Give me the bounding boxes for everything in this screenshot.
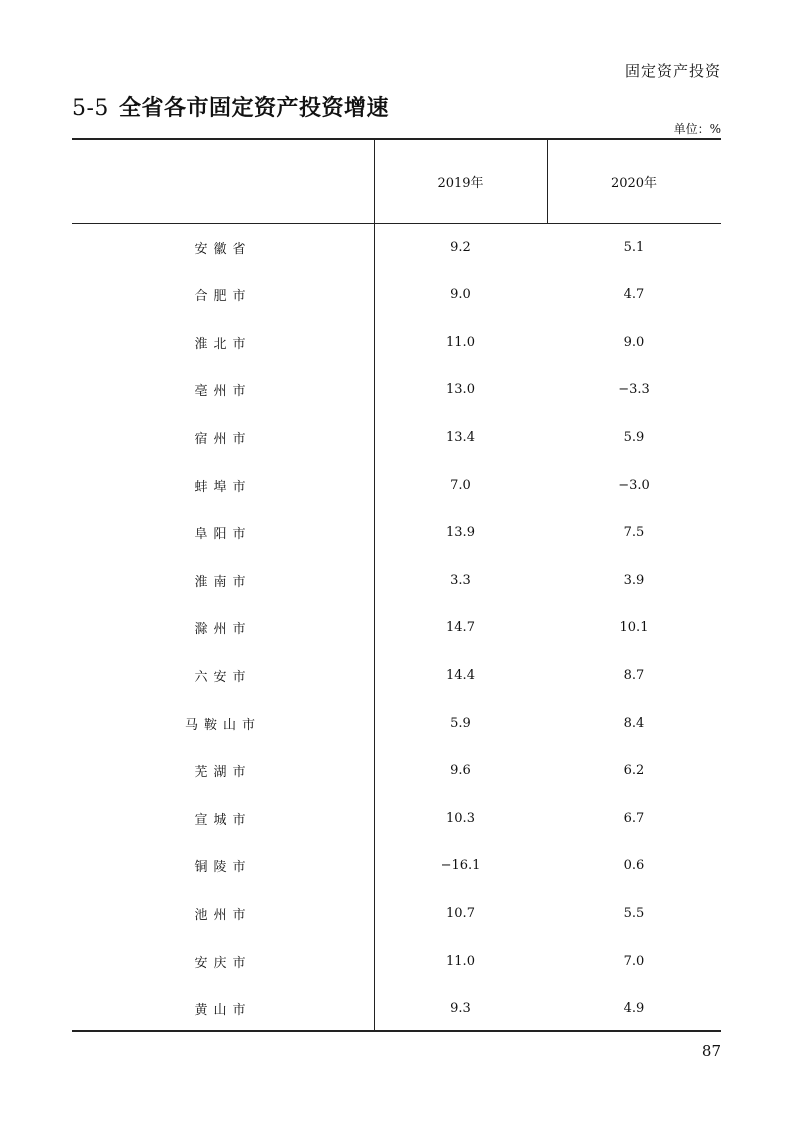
- table-row: [72, 994, 721, 1024]
- region-name: 安庆市: [194, 955, 252, 971]
- value-2020: 5.5: [623, 905, 645, 921]
- running-head: 固定资产投资: [624, 62, 721, 80]
- table-row: [72, 898, 721, 928]
- value-2020: 3.9: [623, 572, 645, 588]
- value-2019: 11.0: [446, 334, 475, 350]
- table-row: [72, 613, 721, 643]
- value-2019: 14.4: [446, 667, 475, 683]
- region-name: 滁州市: [194, 622, 252, 638]
- region-name: 六安市: [194, 669, 252, 685]
- value-2019: 9.3: [450, 1001, 471, 1017]
- region-name: 马鞍山市: [184, 717, 261, 733]
- table-row: [72, 851, 721, 881]
- value-2019: 13.9: [446, 525, 475, 541]
- value-2019: 9.2: [450, 239, 471, 255]
- value-2019: 13.4: [446, 429, 475, 445]
- table-row: [72, 708, 721, 738]
- value-2020: 8.4: [623, 715, 645, 731]
- region-name: 宿州市: [194, 431, 252, 447]
- table-row: [72, 756, 721, 786]
- value-2020: 5.9: [623, 429, 645, 445]
- region-name: 淮南市: [194, 574, 252, 590]
- table-row: [72, 232, 721, 262]
- value-2019: 3.3: [450, 572, 471, 588]
- value-2020: 6.2: [623, 763, 645, 779]
- value-2020: 8.7: [623, 667, 645, 683]
- value-2020: 7.5: [623, 525, 645, 541]
- value-2019: 14.7: [446, 620, 475, 636]
- region-name: 蚌埠市: [194, 479, 252, 495]
- column-header-2019: 2019年: [437, 176, 484, 191]
- value-2020: 10.1: [619, 620, 649, 636]
- table-row: [72, 422, 721, 452]
- data-table: [72, 138, 721, 1032]
- column-header-2020: 2020年: [610, 176, 658, 191]
- region-name: 宣城市: [194, 812, 252, 828]
- region-name: 淮北市: [194, 336, 252, 352]
- table-row: [72, 518, 721, 548]
- value-2019: −16.1: [440, 858, 481, 874]
- value-2019: 9.0: [450, 287, 471, 303]
- table-row: [72, 946, 721, 976]
- value-2020: 5.1: [623, 239, 645, 255]
- table-title: [72, 91, 389, 122]
- table-row: [72, 660, 721, 690]
- value-2020: 9.0: [623, 334, 645, 350]
- value-2020: 4.9: [623, 1001, 645, 1017]
- region-name: 安徽省: [194, 241, 252, 257]
- region-name: 芜湖市: [194, 765, 252, 781]
- table-row: [72, 565, 721, 595]
- value-2020: 0.6: [623, 858, 645, 874]
- value-2019: 9.6: [450, 763, 471, 779]
- table-row: [72, 280, 721, 310]
- table-title-text: 全省各市固定资产投资增速: [118, 95, 389, 121]
- page-number: 87: [701, 1042, 721, 1060]
- region-name: 亳州市: [194, 384, 252, 400]
- region-name: 铜陵市: [194, 860, 252, 876]
- value-2019: 7.0: [450, 477, 471, 493]
- region-name: 池州市: [194, 907, 252, 923]
- region-name: 合肥市: [194, 289, 252, 305]
- value-2019: 11.0: [446, 953, 475, 969]
- value-2020: −3.3: [618, 382, 650, 398]
- header-rule: [72, 223, 721, 224]
- value-2019: 5.9: [450, 715, 471, 731]
- table-row: [72, 470, 721, 500]
- table-row: [72, 327, 721, 357]
- region-name: 阜阳市: [194, 527, 252, 543]
- value-2019: 10.7: [446, 905, 475, 921]
- region-name: 黄山市: [194, 1003, 252, 1019]
- value-2019: 13.0: [446, 382, 475, 398]
- value-2020: −3.0: [618, 477, 650, 493]
- table-row: [72, 803, 721, 833]
- table-row: [72, 375, 721, 405]
- value-2020: 4.7: [623, 287, 645, 303]
- value-2019: 10.3: [446, 810, 475, 826]
- unit-label: 单位：%: [673, 122, 721, 136]
- value-2020: 6.7: [623, 810, 645, 826]
- table-number: 5-5: [72, 96, 109, 121]
- value-2020: 7.0: [623, 953, 645, 969]
